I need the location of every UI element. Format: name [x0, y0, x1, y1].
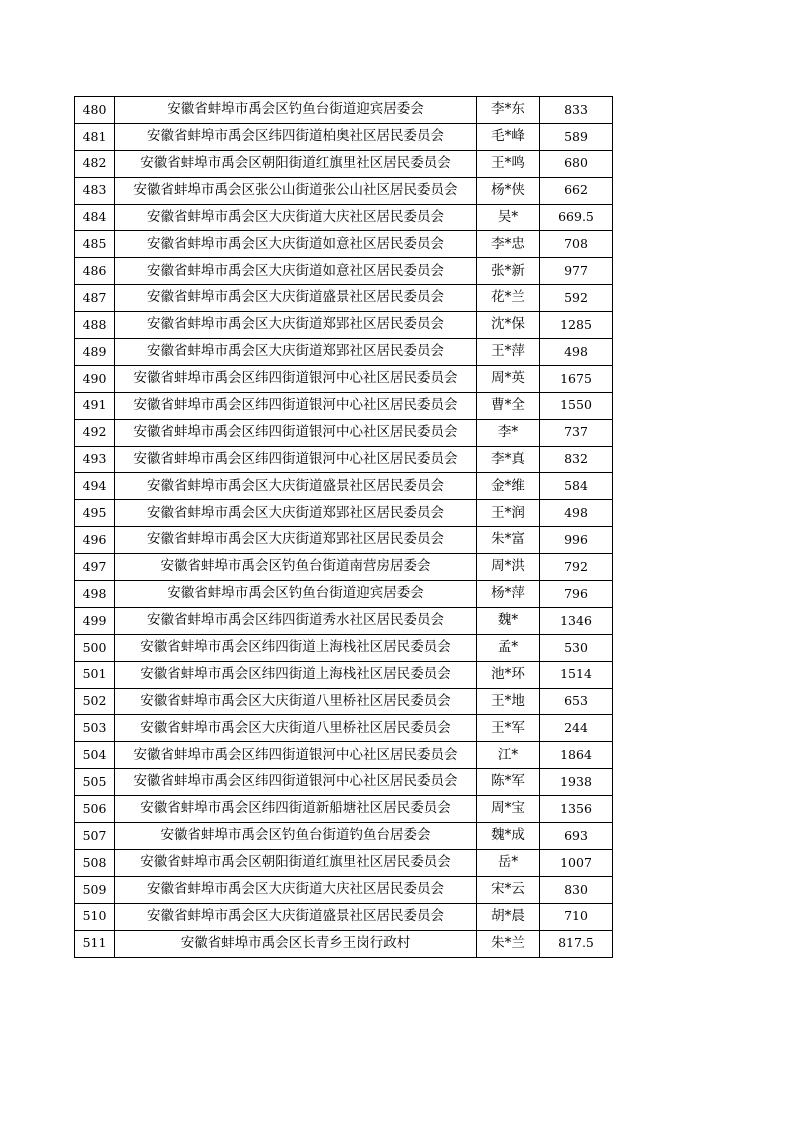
person-name: 李* [477, 419, 540, 446]
unit-name: 安徽省蚌埠市禹会区钓鱼台街道钓鱼台居委会 [115, 823, 477, 850]
row-number: 495 [75, 500, 115, 527]
row-number: 507 [75, 823, 115, 850]
amount-value: 1346 [540, 607, 613, 634]
table-row [75, 177, 613, 204]
person-name: 王*军 [477, 715, 540, 742]
person-name: 李*真 [477, 446, 540, 473]
table-row [75, 688, 613, 715]
table-row [75, 823, 613, 850]
row-number: 489 [75, 339, 115, 366]
unit-name: 安徽省蚌埠市禹会区大庆街道盛景社区居民委员会 [115, 285, 477, 312]
table-row [75, 419, 613, 446]
amount-value: 498 [540, 339, 613, 366]
person-name: 毛*峰 [477, 123, 540, 150]
person-name: 曹*全 [477, 392, 540, 419]
row-number: 481 [75, 123, 115, 150]
row-number: 494 [75, 473, 115, 500]
person-name: 胡*晨 [477, 903, 540, 930]
person-name: 沈*保 [477, 312, 540, 339]
amount-value: 498 [540, 500, 613, 527]
person-name: 王*地 [477, 688, 540, 715]
amount-value: 693 [540, 823, 613, 850]
amount-value: 710 [540, 903, 613, 930]
table-row [75, 258, 613, 285]
unit-name: 安徽省蚌埠市禹会区纬四街道银河中心社区居民委员会 [115, 392, 477, 419]
person-name: 杨*侠 [477, 177, 540, 204]
amount-value: 1938 [540, 769, 613, 796]
person-name: 魏* [477, 607, 540, 634]
table-row [75, 796, 613, 823]
amount-value: 708 [540, 231, 613, 258]
row-number: 509 [75, 876, 115, 903]
table-row [75, 473, 613, 500]
person-name: 金*维 [477, 473, 540, 500]
unit-name: 安徽省蚌埠市禹会区大庆街道郑郢社区居民委员会 [115, 527, 477, 554]
person-name: 李*忠 [477, 231, 540, 258]
amount-value: 669.5 [540, 204, 613, 231]
row-number: 505 [75, 769, 115, 796]
table-row [75, 446, 613, 473]
table-row [75, 903, 613, 930]
amount-value: 792 [540, 554, 613, 581]
row-number: 496 [75, 527, 115, 554]
unit-name: 安徽省蚌埠市禹会区大庆街道如意社区居民委员会 [115, 231, 477, 258]
row-number: 487 [75, 285, 115, 312]
table-body [75, 97, 613, 958]
row-number: 508 [75, 849, 115, 876]
document-page [74, 96, 613, 958]
amount-value: 662 [540, 177, 613, 204]
unit-name: 安徽省蚌埠市禹会区大庆街道大庆社区居民委员会 [115, 876, 477, 903]
table-row [75, 876, 613, 903]
row-number: 491 [75, 392, 115, 419]
row-number: 488 [75, 312, 115, 339]
data-table [74, 96, 613, 958]
unit-name: 安徽省蚌埠市禹会区朝阳街道红旗里社区居民委员会 [115, 150, 477, 177]
person-name: 张*新 [477, 258, 540, 285]
amount-value: 796 [540, 581, 613, 608]
unit-name: 安徽省蚌埠市禹会区钓鱼台街道迎宾居委会 [115, 97, 477, 124]
amount-value: 817.5 [540, 930, 613, 957]
person-name: 杨*萍 [477, 581, 540, 608]
row-number: 499 [75, 607, 115, 634]
amount-value: 1285 [540, 312, 613, 339]
table-row [75, 365, 613, 392]
row-number: 484 [75, 204, 115, 231]
table-row [75, 930, 613, 957]
table-row [75, 312, 613, 339]
person-name: 李*东 [477, 97, 540, 124]
table-row [75, 742, 613, 769]
amount-value: 1514 [540, 661, 613, 688]
unit-name: 安徽省蚌埠市禹会区纬四街道秀水社区居民委员会 [115, 607, 477, 634]
amount-value: 832 [540, 446, 613, 473]
person-name: 孟* [477, 634, 540, 661]
table-row [75, 581, 613, 608]
amount-value: 653 [540, 688, 613, 715]
amount-value: 833 [540, 97, 613, 124]
table-row [75, 339, 613, 366]
table-row [75, 123, 613, 150]
person-name: 王*鸣 [477, 150, 540, 177]
amount-value: 1356 [540, 796, 613, 823]
table-row [75, 285, 613, 312]
table-row [75, 554, 613, 581]
unit-name: 安徽省蚌埠市禹会区大庆街道八里桥社区居民委员会 [115, 688, 477, 715]
unit-name: 安徽省蚌埠市禹会区纬四街道柏奥社区居民委员会 [115, 123, 477, 150]
table-row [75, 607, 613, 634]
unit-name: 安徽省蚌埠市禹会区大庆街道郑郢社区居民委员会 [115, 312, 477, 339]
row-number: 490 [75, 365, 115, 392]
amount-value: 737 [540, 419, 613, 446]
unit-name: 安徽省蚌埠市禹会区大庆街道盛景社区居民委员会 [115, 903, 477, 930]
amount-value: 592 [540, 285, 613, 312]
unit-name: 安徽省蚌埠市禹会区大庆街道郑郢社区居民委员会 [115, 500, 477, 527]
person-name: 朱*富 [477, 527, 540, 554]
person-name: 池*环 [477, 661, 540, 688]
person-name: 周*洪 [477, 554, 540, 581]
unit-name: 安徽省蚌埠市禹会区长青乡王岗行政村 [115, 930, 477, 957]
row-number: 504 [75, 742, 115, 769]
unit-name: 安徽省蚌埠市禹会区朝阳街道红旗里社区居民委员会 [115, 849, 477, 876]
row-number: 485 [75, 231, 115, 258]
unit-name: 安徽省蚌埠市禹会区大庆街道八里桥社区居民委员会 [115, 715, 477, 742]
person-name: 王*润 [477, 500, 540, 527]
unit-name: 安徽省蚌埠市禹会区纬四街道银河中心社区居民委员会 [115, 446, 477, 473]
person-name: 吴* [477, 204, 540, 231]
unit-name: 安徽省蚌埠市禹会区纬四街道银河中心社区居民委员会 [115, 742, 477, 769]
amount-value: 680 [540, 150, 613, 177]
person-name: 魏*成 [477, 823, 540, 850]
table-row [75, 634, 613, 661]
unit-name: 安徽省蚌埠市禹会区纬四街道银河中心社区居民委员会 [115, 419, 477, 446]
row-number: 502 [75, 688, 115, 715]
table-row [75, 715, 613, 742]
amount-value: 1864 [540, 742, 613, 769]
person-name: 陈*军 [477, 769, 540, 796]
table-row [75, 231, 613, 258]
unit-name: 安徽省蚌埠市禹会区大庆街道盛景社区居民委员会 [115, 473, 477, 500]
amount-value: 530 [540, 634, 613, 661]
table-row [75, 204, 613, 231]
row-number: 511 [75, 930, 115, 957]
unit-name: 安徽省蚌埠市禹会区大庆街道大庆社区居民委员会 [115, 204, 477, 231]
person-name: 朱*兰 [477, 930, 540, 957]
row-number: 497 [75, 554, 115, 581]
amount-value: 1675 [540, 365, 613, 392]
person-name: 王*萍 [477, 339, 540, 366]
table-row [75, 527, 613, 554]
amount-value: 244 [540, 715, 613, 742]
table-row [75, 500, 613, 527]
unit-name: 安徽省蚌埠市禹会区钓鱼台街道迎宾居委会 [115, 581, 477, 608]
unit-name: 安徽省蚌埠市禹会区纬四街道银河中心社区居民委员会 [115, 769, 477, 796]
table-row [75, 150, 613, 177]
person-name: 宋*云 [477, 876, 540, 903]
amount-value: 996 [540, 527, 613, 554]
amount-value: 830 [540, 876, 613, 903]
row-number: 486 [75, 258, 115, 285]
table-row [75, 769, 613, 796]
row-number: 480 [75, 97, 115, 124]
person-name: 花*兰 [477, 285, 540, 312]
row-number: 503 [75, 715, 115, 742]
person-name: 江* [477, 742, 540, 769]
amount-value: 977 [540, 258, 613, 285]
amount-value: 584 [540, 473, 613, 500]
row-number: 483 [75, 177, 115, 204]
unit-name: 安徽省蚌埠市禹会区钓鱼台街道南营房居委会 [115, 554, 477, 581]
amount-value: 1007 [540, 849, 613, 876]
amount-value: 1550 [540, 392, 613, 419]
person-name: 岳* [477, 849, 540, 876]
unit-name: 安徽省蚌埠市禹会区张公山街道张公山社区居民委员会 [115, 177, 477, 204]
unit-name: 安徽省蚌埠市禹会区大庆街道郑郢社区居民委员会 [115, 339, 477, 366]
table-row [75, 97, 613, 124]
unit-name: 安徽省蚌埠市禹会区纬四街道新船塘社区居民委员会 [115, 796, 477, 823]
row-number: 500 [75, 634, 115, 661]
person-name: 周*英 [477, 365, 540, 392]
row-number: 506 [75, 796, 115, 823]
table-row [75, 392, 613, 419]
unit-name: 安徽省蚌埠市禹会区大庆街道如意社区居民委员会 [115, 258, 477, 285]
row-number: 492 [75, 419, 115, 446]
row-number: 482 [75, 150, 115, 177]
table-row [75, 849, 613, 876]
table-row [75, 661, 613, 688]
unit-name: 安徽省蚌埠市禹会区纬四街道上海栈社区居民委员会 [115, 661, 477, 688]
row-number: 498 [75, 581, 115, 608]
unit-name: 安徽省蚌埠市禹会区纬四街道上海栈社区居民委员会 [115, 634, 477, 661]
row-number: 501 [75, 661, 115, 688]
person-name: 周*宝 [477, 796, 540, 823]
row-number: 510 [75, 903, 115, 930]
amount-value: 589 [540, 123, 613, 150]
row-number: 493 [75, 446, 115, 473]
unit-name: 安徽省蚌埠市禹会区纬四街道银河中心社区居民委员会 [115, 365, 477, 392]
